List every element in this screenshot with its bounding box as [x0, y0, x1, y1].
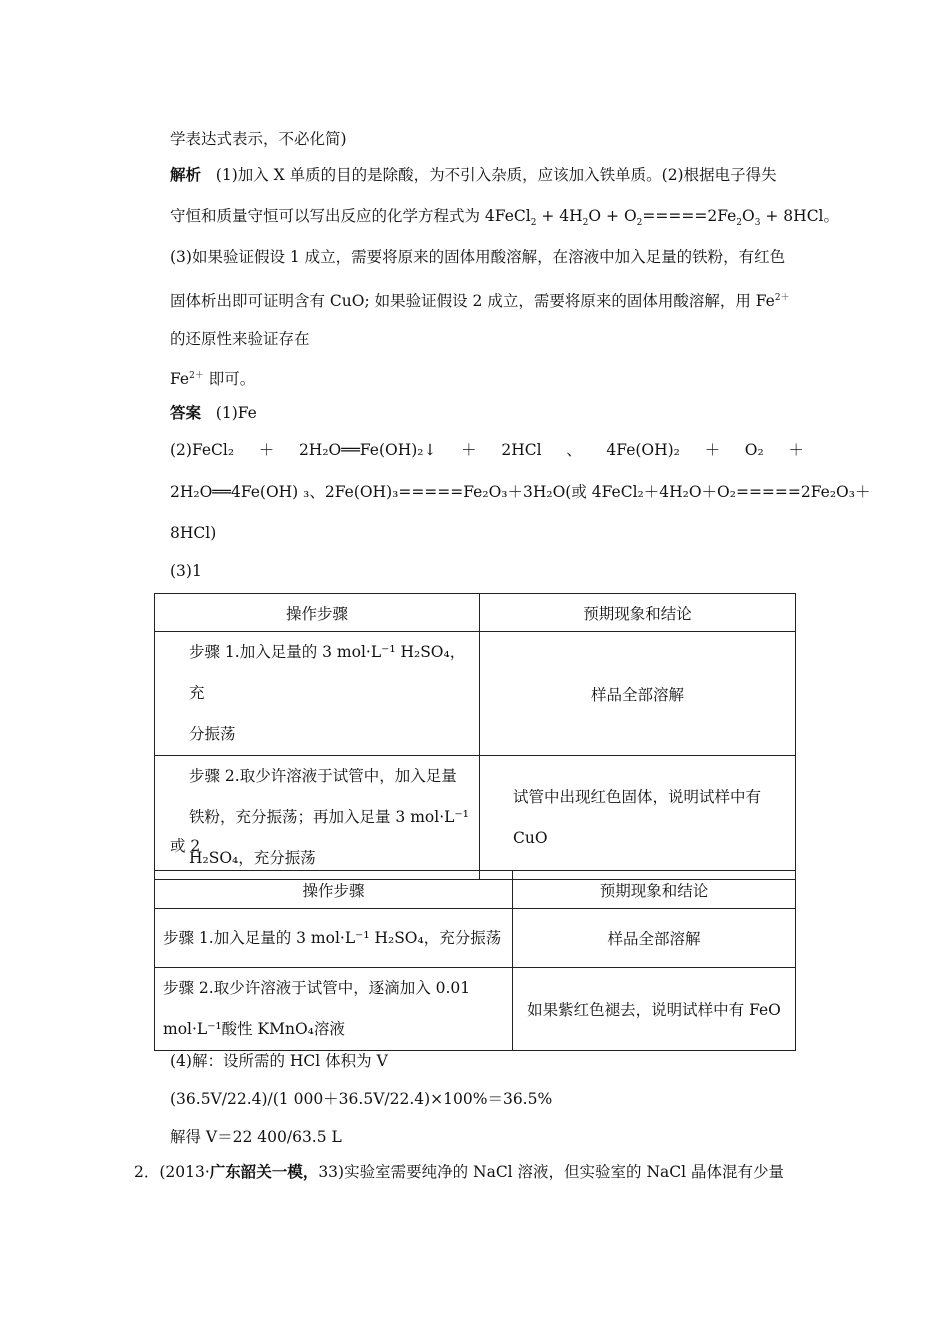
text-span: 2．(2013· [134, 1163, 210, 1181]
table-1 [154, 593, 796, 880]
analysis-line [170, 165, 777, 185]
subscript: 2 [636, 218, 643, 229]
subscript: 2 [582, 218, 589, 229]
cell-text: H₂SO₄，充分振荡 [189, 849, 316, 867]
text-line: (3)如果验证假设 1 成立，需要将原来的固体用酸溶解，在溶液中加入足量的铁粉，有红色 [170, 248, 786, 266]
table-2 [154, 870, 796, 1051]
equation-line: (36.5V/22.4)/(1 000＋36.5V/22.4)×100%＝36.5% [170, 1090, 553, 1108]
table-header: 预期现象和结论 [480, 594, 796, 632]
equation-token: 4Fe(OH)₂ [606, 441, 680, 459]
equation-token: 、 [566, 441, 582, 459]
text-line: 8HCl) [170, 524, 217, 542]
text-line: 解得 V＝22 400/63.5 L [170, 1128, 342, 1146]
answer-label: 答案 [170, 404, 202, 422]
text-span: (1)加入 X 单质的目的是除酸，为不引入杂质，应该加入铁单质。(2)根据电子得失 [215, 166, 777, 184]
table-cell [480, 756, 796, 880]
text-span: (1)Fe [215, 404, 257, 422]
analysis-label: 解析 [170, 166, 202, 184]
cell-text: 试管中出现红色固体，说明试样中有 [513, 787, 762, 806]
text-line: 的还原性来验证存在 [170, 330, 310, 348]
table-cell: 样品全部溶解 [480, 632, 796, 756]
cell-text: 分振荡 [189, 725, 236, 743]
cell-text: CuO [513, 828, 548, 847]
subscript: 2 [736, 218, 743, 229]
equation-token: O₂ [744, 441, 764, 459]
subscript: 2 [530, 218, 537, 229]
equation-line [170, 440, 804, 460]
cell-text: 步骤 1.加入足量的 3 mol·L⁻¹ H₂SO₄，充分振荡 [163, 928, 502, 947]
table-cell: 如果紫红色褪去，说明试样中有 FeO [513, 968, 796, 1051]
cell-text: 铁粉，充分振荡；再加入足量 3 mol·L⁻¹ [189, 808, 469, 826]
table-cell [155, 909, 513, 968]
superscript: 2＋ [189, 371, 204, 381]
text-line: (3)1 [170, 562, 202, 580]
cell-text: 步骤 2.取少许溶液于试管中，加入足量 [189, 767, 457, 785]
subscript: 3 [754, 218, 761, 229]
equation-line: 2H₂O══4Fe(OH) ₃、2Fe(OH)₃=====Fe₂O₃＋3H₂O(或 4FeCl₂＋4H₂O＋O₂=====2Fe₂O₃＋ [170, 483, 871, 501]
equation-token: ＋ [788, 441, 804, 459]
table-cell [155, 968, 513, 1051]
answer-line [170, 403, 257, 423]
text-span: 守恒和质量守恒可以写出反应的化学方程式为 4FeCl [170, 207, 531, 225]
cell-text: mol·L⁻¹酸性 KMnO₄溶液 [163, 1020, 345, 1038]
text-span: O [742, 207, 755, 225]
text-span: O + O [588, 207, 637, 225]
text-span: + 4H [536, 207, 583, 225]
text-span: 固体析出即可证明含有 CuO; 如果验证假设 2 成立，需要将原来的固体用酸溶解，用 Fe [170, 292, 775, 311]
text-line: (4)解：设所需的 HCl 体积为 V [170, 1052, 388, 1070]
cell-text: 步骤 2.取少许溶液于试管中，逐滴加入 0.01 [163, 979, 471, 997]
equation-token: ＋ [258, 441, 275, 459]
text-span: Fe [170, 370, 190, 389]
question-line [134, 1162, 784, 1182]
text-line [170, 366, 255, 389]
text-line [170, 288, 790, 311]
equation-token: ＋ [704, 441, 721, 459]
equation-token: 2HCl [501, 441, 542, 459]
cell-text: 步骤 1.加入足量的 3 mol·L⁻¹ H₂SO₄，充 [189, 643, 466, 702]
source-label: 广东韶关一模， [209, 1163, 319, 1181]
superscript: 2＋ [774, 293, 790, 303]
table-header: 操作步骤 [155, 871, 513, 909]
text-span: + 8HCl。 [760, 207, 840, 225]
text-line: 学表达式表示，不必化简) [170, 130, 347, 148]
table-header: 操作步骤 [155, 594, 480, 632]
table-cell [155, 632, 480, 756]
text-span: 33)实验室需要纯净的 NaCl 溶液，但实验室的 NaCl 晶体混有少量 [318, 1163, 785, 1181]
table-cell: 样品全部溶解 [513, 909, 796, 968]
equation-token: 2H₂O══Fe(OH)₂↓ [298, 441, 437, 459]
equation-token: ＋ [461, 441, 477, 459]
text-line: 或 2 [170, 837, 201, 855]
table-cell [155, 756, 480, 880]
equation-token: (2)FeCl₂ [170, 441, 235, 459]
text-span: 即可。 [203, 370, 256, 389]
text-line [170, 206, 839, 233]
table-header: 预期现象和结论 [513, 871, 796, 909]
text-span: =====2Fe [642, 207, 737, 225]
